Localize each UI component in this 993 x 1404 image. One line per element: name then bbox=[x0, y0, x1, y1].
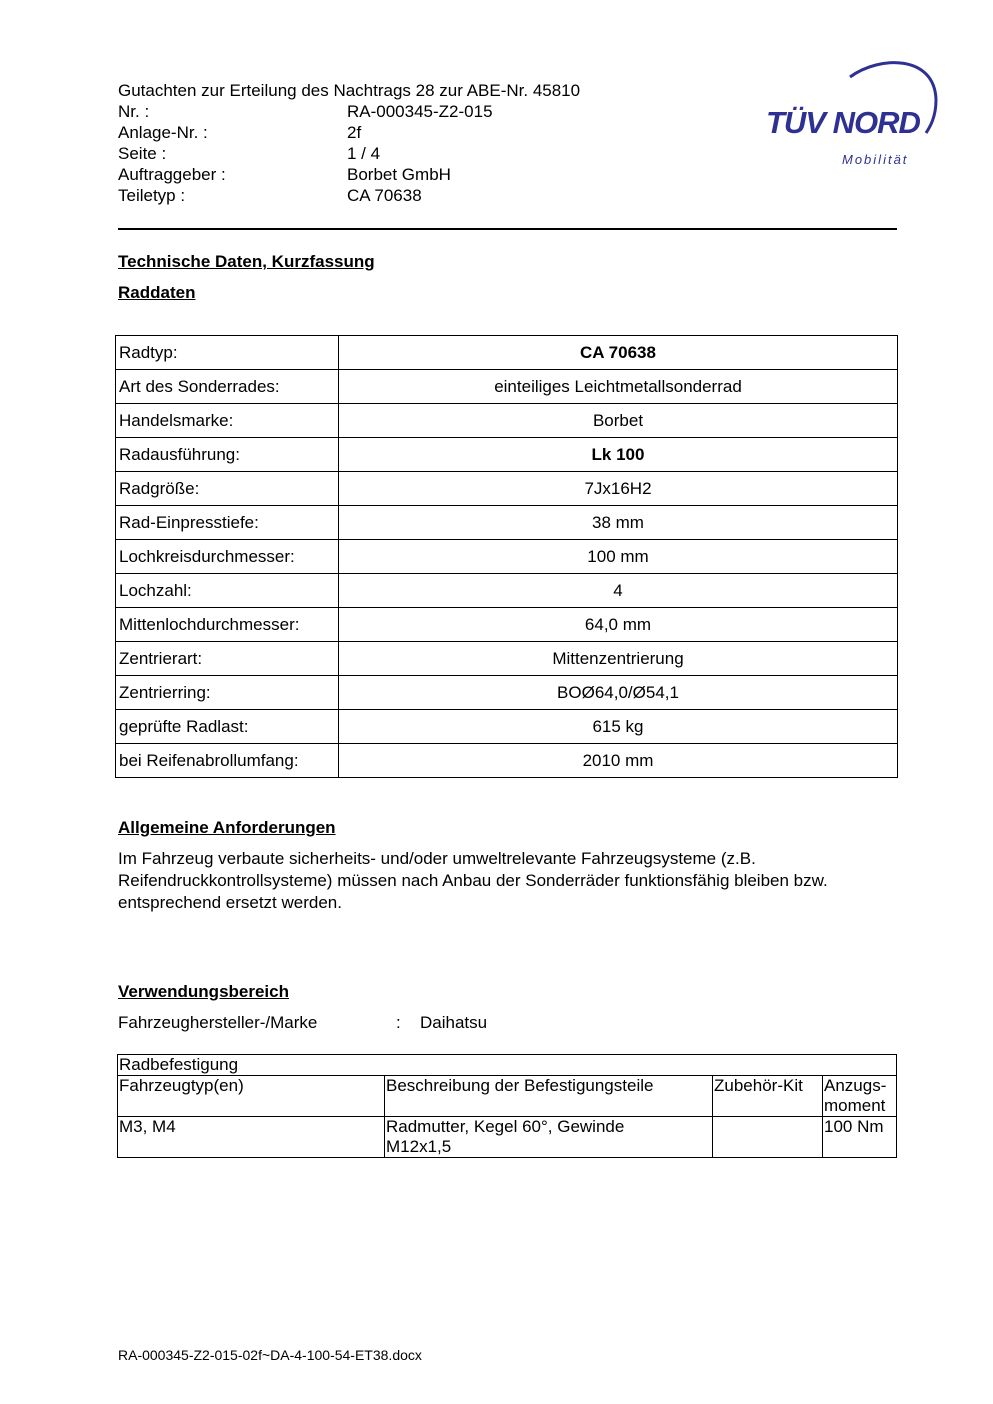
row-label: bei Reifenabrollumfang: bbox=[116, 744, 339, 778]
row-value: 7Jx16H2 bbox=[339, 472, 898, 506]
row-value: 38 mm bbox=[339, 506, 898, 540]
table-row bbox=[116, 744, 898, 778]
tuv-nord-logo bbox=[760, 55, 945, 175]
row-label: Zentrierart: bbox=[116, 642, 339, 676]
row-value: 615 kg bbox=[339, 710, 898, 744]
cell-beschreibung bbox=[385, 1117, 713, 1158]
table-row bbox=[116, 336, 898, 370]
allgemein-paragraph bbox=[118, 848, 908, 914]
header-beschreibung: Beschreibung der Befestigungsteile bbox=[385, 1076, 713, 1117]
header-fahrzeugtyp: Fahrzeugtyp(en) bbox=[118, 1076, 385, 1117]
table-row bbox=[116, 472, 898, 506]
raddaten-table bbox=[115, 335, 898, 778]
logo-subtitle: Mobilität bbox=[842, 152, 909, 167]
section-title-technische-daten: Technische Daten, Kurzfassung bbox=[118, 252, 375, 271]
radbefestigung-table bbox=[117, 1054, 897, 1158]
row-label: geprüfte Radlast: bbox=[116, 710, 339, 744]
table-row bbox=[116, 438, 898, 472]
cell-zubehoer bbox=[713, 1117, 823, 1158]
row-value: 2010 mm bbox=[339, 744, 898, 778]
radbefestigung-title: Radbefestigung bbox=[118, 1055, 897, 1076]
row-label: Radtyp: bbox=[116, 336, 339, 370]
row-label: Rad-Einpresstiefe: bbox=[116, 506, 339, 540]
beschreibung-line: M12x1,5 bbox=[386, 1137, 452, 1156]
header-moment-line: moment bbox=[824, 1096, 886, 1115]
cell-fahrzeugtyp: M3, M4 bbox=[118, 1117, 385, 1158]
table-row bbox=[116, 710, 898, 744]
row-label: Radgröße: bbox=[116, 472, 339, 506]
hersteller-label: Fahrzeughersteller-/Marke bbox=[118, 1013, 318, 1032]
row-value: einteiliges Leichtmetallsonderrad bbox=[339, 370, 898, 404]
row-value: Lk 100 bbox=[339, 438, 898, 472]
cell-anzugsmoment: 100 Nm bbox=[823, 1117, 897, 1158]
table-row bbox=[116, 574, 898, 608]
row-label: Handelsmarke: bbox=[116, 404, 339, 438]
row-value: 64,0 mm bbox=[339, 608, 898, 642]
row-label: Art des Sonderrades: bbox=[116, 370, 339, 404]
footer-filename: RA-000345-Z2-015-02f~DA-4-100-54-ET38.docx bbox=[118, 1347, 422, 1363]
hersteller-value: Daihatsu bbox=[420, 1013, 488, 1032]
table-row bbox=[116, 540, 898, 574]
row-value: CA 70638 bbox=[339, 336, 898, 370]
table-row bbox=[116, 642, 898, 676]
table-row bbox=[116, 608, 898, 642]
table-row bbox=[118, 1055, 897, 1076]
section-title-verwendungsbereich: Verwendungsbereich bbox=[118, 982, 289, 1001]
header-anzugsmoment bbox=[823, 1076, 897, 1117]
header-anzugs-line: Anzugs- bbox=[824, 1076, 887, 1095]
beschreibung-line: Radmutter, Kegel 60°, Gewinde bbox=[386, 1117, 625, 1136]
paragraph-line: entsprechend ersetzt werden. bbox=[118, 893, 342, 912]
row-label: Zentrierring: bbox=[116, 676, 339, 710]
table-row bbox=[116, 506, 898, 540]
row-label: Lochzahl: bbox=[116, 574, 339, 608]
table-row bbox=[116, 404, 898, 438]
paragraph-line: Im Fahrzeug verbaute sicherheits- und/oder umweltrelevante Fahrzeugsysteme (z.B. bbox=[118, 849, 756, 868]
header-zubehoer: Zubehör-Kit bbox=[713, 1076, 823, 1117]
row-value: 100 mm bbox=[339, 540, 898, 574]
table-row bbox=[116, 676, 898, 710]
table-row bbox=[118, 1117, 897, 1158]
row-value: BOØ64,0/Ø54,1 bbox=[339, 676, 898, 710]
row-label: Radausführung: bbox=[116, 438, 339, 472]
row-value: 4 bbox=[339, 574, 898, 608]
section-title-allgemeine-anforderungen: Allgemeine Anforderungen bbox=[118, 818, 336, 837]
section-subtitle-raddaten: Raddaten bbox=[118, 283, 196, 302]
row-label: Lochkreisdurchmesser: bbox=[116, 540, 339, 574]
header-divider bbox=[118, 228, 897, 230]
paragraph-line: Reifendruckkontrollsysteme) müssen nach Anbau der Sonderräder funktionsfähig bleiben bzw. bbox=[118, 871, 828, 890]
hersteller-colon: : bbox=[396, 1013, 401, 1032]
table-row bbox=[116, 370, 898, 404]
row-value: Borbet bbox=[339, 404, 898, 438]
row-value: Mittenzentrierung bbox=[339, 642, 898, 676]
table-header-row bbox=[118, 1076, 897, 1117]
logo-brand: TÜV NORD bbox=[766, 105, 920, 140]
row-label: Mittenlochdurchmesser: bbox=[116, 608, 339, 642]
